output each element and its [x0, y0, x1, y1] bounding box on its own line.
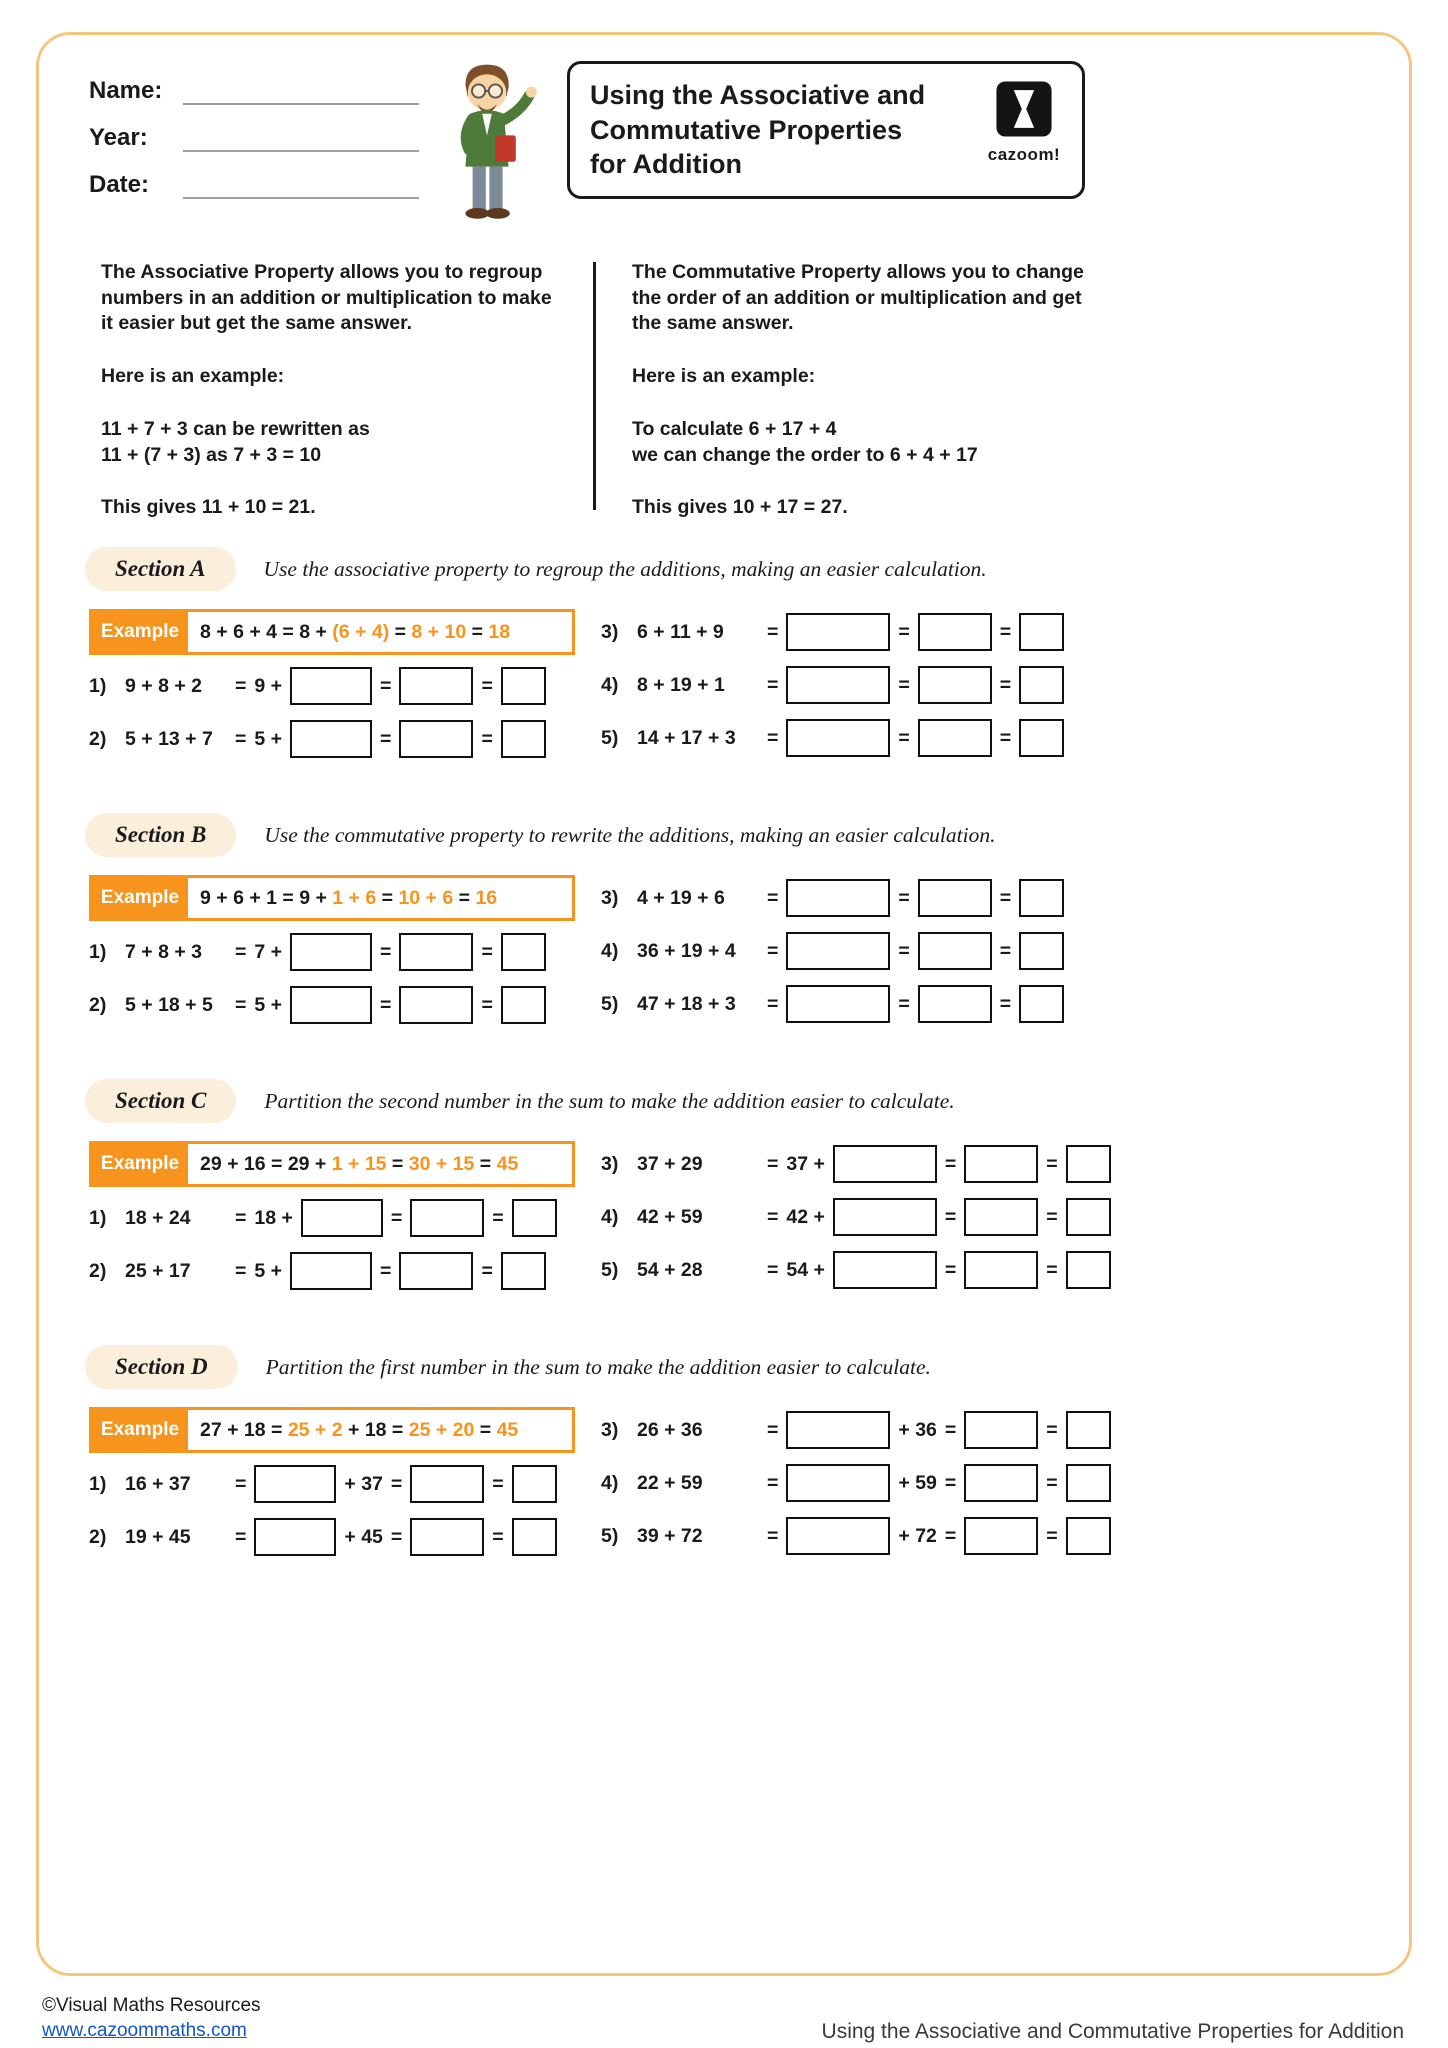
answer-box-3[interactable]	[1066, 1145, 1111, 1183]
answer-box-2[interactable]	[410, 1465, 484, 1503]
answer-box-1[interactable]	[786, 985, 890, 1023]
problem-expression: 7 + 8 + 3	[125, 940, 202, 963]
answer-box-3[interactable]	[512, 1199, 557, 1237]
example-expression: 29 + 16 = 29 + 1 + 15 = 30 + 15 = 45	[200, 1152, 519, 1175]
problem-prefix: 9 +	[254, 674, 283, 697]
problem-prefix: 5 +	[254, 993, 283, 1016]
answer-box-1[interactable]	[290, 986, 372, 1024]
equals-sign: =	[767, 1258, 779, 1281]
name-input-line[interactable]	[183, 77, 419, 105]
answer-box-2[interactable]	[964, 1198, 1038, 1236]
problem-expression: 9 + 8 + 2	[125, 674, 202, 697]
equals-sign: =	[380, 674, 392, 697]
answer-box-1[interactable]	[833, 1251, 937, 1289]
answer-box-2[interactable]	[964, 1411, 1038, 1449]
problem-expression: 39 + 72	[637, 1524, 703, 1547]
equals-sign: =	[235, 1472, 247, 1495]
problem-c5	[601, 1251, 1131, 1289]
problem-c4	[601, 1198, 1131, 1236]
answer-box-3[interactable]	[1019, 879, 1064, 917]
problem-a1	[89, 667, 575, 705]
problem-number: 2)	[89, 1525, 107, 1548]
problem-expression: 4 + 19 + 6	[637, 886, 725, 909]
answer-box-1[interactable]	[786, 932, 890, 970]
problem-b1	[89, 933, 575, 971]
intro-section	[67, 260, 1381, 521]
equals-sign: =	[898, 726, 910, 749]
equals-sign: =	[767, 1205, 779, 1228]
cazoom-logo-text: cazoom!	[987, 145, 1061, 164]
commutative-result: This gives 10 + 17 = 27.	[632, 496, 848, 519]
problem-prefix: 18 +	[254, 1206, 293, 1229]
equals-sign: =	[492, 1472, 504, 1495]
equals-sign: =	[944, 1418, 957, 1441]
problem-expression: 19 + 45	[125, 1525, 191, 1548]
answer-box-1[interactable]	[786, 1411, 890, 1449]
problem-c3	[601, 1145, 1131, 1183]
problem-a2	[89, 720, 575, 758]
section-c-body	[85, 1141, 1381, 1305]
equals-sign: =	[944, 1258, 957, 1281]
equals-sign: =	[944, 1205, 957, 1228]
section-a-body	[85, 609, 1381, 773]
problem-expression: 47 + 18 + 3	[637, 992, 736, 1015]
equals-sign: =	[944, 1471, 957, 1494]
equals-sign: =	[898, 992, 910, 1015]
equals-sign: =	[999, 886, 1012, 909]
problem-a5	[601, 719, 1131, 757]
problem-number: 3)	[601, 620, 619, 643]
website-link[interactable]: www.cazoommaths.com	[42, 2020, 247, 2042]
example-label: Example	[92, 1410, 188, 1450]
equals-sign: =	[898, 886, 910, 909]
problem-number: 4)	[601, 673, 619, 696]
problem-number: 5)	[601, 992, 619, 1015]
problem-expression: 5 + 18 + 5	[125, 993, 213, 1016]
problem-expression: 5 + 13 + 7	[125, 727, 213, 750]
problem-expression: 6 + 11 + 9	[637, 620, 724, 643]
problem-expression: 14 + 17 + 3	[637, 726, 736, 749]
associative-example-line2: 11 + (7 + 3) as 7 + 3 = 10	[101, 443, 322, 466]
name-field-row	[89, 77, 419, 105]
answer-box-2[interactable]	[918, 719, 992, 757]
student-fields	[67, 61, 419, 218]
worksheet-page	[36, 32, 1412, 1976]
commutative-example-intro: Here is an example:	[632, 365, 816, 388]
equals-sign: =	[481, 993, 493, 1016]
equals-sign: =	[898, 939, 910, 962]
answer-box-1[interactable]	[786, 613, 890, 651]
answer-box-3[interactable]	[512, 1518, 557, 1556]
problem-number: 4)	[601, 1471, 619, 1494]
answer-box-2[interactable]	[964, 1251, 1038, 1289]
equals-sign: =	[767, 620, 779, 643]
problem-expression: 37 + 29	[637, 1152, 703, 1175]
problem-suffix: + 72	[898, 1524, 937, 1547]
example-box-d	[89, 1407, 575, 1453]
commutative-explanation	[632, 260, 1084, 521]
answer-box-2[interactable]	[399, 933, 473, 971]
section-a-title: Section A	[85, 547, 236, 591]
example-expression: 8 + 6 + 4 = 8 + (6 + 4) = 8 + 10 = 18	[200, 620, 511, 643]
problem-prefix: 7 +	[254, 940, 283, 963]
answer-box-3[interactable]	[1019, 719, 1064, 757]
associative-explanation	[101, 260, 553, 521]
equals-sign: =	[235, 1525, 247, 1548]
answer-box-1[interactable]	[786, 879, 890, 917]
section-c	[67, 1079, 1381, 1305]
problem-number: 2)	[89, 993, 107, 1016]
associative-example	[101, 417, 553, 468]
answer-box-2[interactable]	[918, 666, 992, 704]
cazoom-logo-icon	[995, 80, 1053, 138]
answer-box-1[interactable]	[290, 933, 372, 971]
problem-suffix: + 45	[344, 1525, 383, 1548]
equals-sign: =	[999, 726, 1012, 749]
problem-expression: 16 + 37	[125, 1472, 191, 1495]
answer-box-3[interactable]	[1066, 1464, 1111, 1502]
answer-box-1[interactable]	[254, 1465, 336, 1503]
associative-description: The Associative Property allows you to regroup numbers in an addition or multiplication to make it easier but get the same answer.	[101, 261, 552, 335]
answer-box-3[interactable]	[1019, 666, 1064, 704]
problem-number: 5)	[601, 1524, 619, 1547]
section-b-title: Section B	[85, 813, 236, 857]
problem-number: 4)	[601, 1205, 619, 1228]
answer-box-1[interactable]	[786, 666, 890, 704]
section-d-title: Section D	[85, 1345, 238, 1389]
copyright-text: ©Visual Maths Resources	[42, 1994, 261, 2016]
problem-d2	[89, 1518, 575, 1556]
answer-box-1[interactable]	[290, 1252, 372, 1290]
year-field-row	[89, 124, 419, 152]
title-box	[567, 61, 1085, 199]
equals-sign: =	[235, 993, 247, 1016]
header	[67, 61, 1381, 234]
equals-sign: =	[235, 940, 247, 963]
problem-c2	[89, 1252, 575, 1290]
problem-number: 1)	[89, 940, 107, 963]
cazoom-logo	[982, 78, 1066, 186]
problem-d5	[601, 1517, 1131, 1555]
answer-box-3[interactable]	[1019, 932, 1064, 970]
commutative-description: The Commutative Property allows you to change the order of an addition or multiplication and get the same answer.	[632, 261, 1084, 335]
example-expression: 9 + 6 + 1 = 9 + 1 + 6 = 10 + 6 = 16	[200, 886, 498, 909]
equals-sign: =	[481, 940, 493, 963]
section-d	[67, 1345, 1381, 1571]
problem-expression: 25 + 17	[125, 1259, 191, 1282]
equals-sign: =	[390, 1525, 403, 1548]
section-c-title: Section C	[85, 1079, 236, 1123]
answer-box-3[interactable]	[512, 1465, 557, 1503]
answer-box-1[interactable]	[786, 719, 890, 757]
example-label: Example	[92, 612, 188, 652]
equals-sign: =	[898, 620, 910, 643]
answer-box-2[interactable]	[399, 720, 473, 758]
section-b-head	[85, 813, 1381, 857]
intro-divider	[593, 262, 596, 510]
problem-d4	[601, 1464, 1131, 1502]
year-label: Year:	[89, 124, 148, 151]
equals-sign: =	[380, 940, 392, 963]
problem-number: 3)	[601, 1152, 619, 1175]
equals-sign: =	[944, 1524, 957, 1547]
problem-expression: 8 + 19 + 1	[637, 673, 725, 696]
problem-number: 3)	[601, 886, 619, 909]
answer-box-3[interactable]	[1066, 1251, 1111, 1289]
problem-expression: 18 + 24	[125, 1206, 191, 1229]
associative-example-intro: Here is an example:	[101, 365, 285, 388]
equals-sign: =	[235, 1259, 247, 1282]
equals-sign: =	[492, 1206, 504, 1229]
title-line-2: Commutative Properties	[590, 114, 903, 145]
answer-box-3[interactable]	[501, 986, 546, 1024]
answer-box-3[interactable]	[501, 933, 546, 971]
problem-number: 3)	[601, 1418, 619, 1441]
answer-box-2[interactable]	[964, 1517, 1038, 1555]
date-input-line[interactable]	[183, 171, 419, 199]
equals-sign: =	[1046, 1152, 1058, 1175]
section-c-instruction: Partition the second number in the sum to make the addition easier to calculate.	[264, 1088, 955, 1113]
equals-sign: =	[380, 993, 392, 1016]
answer-box-3[interactable]	[1066, 1517, 1111, 1555]
equals-sign: =	[481, 727, 493, 750]
equals-sign: =	[380, 1259, 392, 1282]
answer-box-1[interactable]	[833, 1198, 937, 1236]
problem-suffix: + 59	[898, 1471, 937, 1494]
problem-prefix: 37 +	[786, 1152, 825, 1175]
section-b-body	[85, 875, 1381, 1039]
answer-box-2[interactable]	[964, 1464, 1038, 1502]
problem-number: 2)	[89, 727, 107, 750]
section-a-instruction: Use the associative property to regroup the additions, making an easier calculation.	[263, 556, 987, 581]
footer-credits	[42, 1993, 261, 2044]
footer-document-title: Using the Associative and Commutative Properties for Addition	[821, 2020, 1404, 2043]
answer-box-2[interactable]	[964, 1145, 1038, 1183]
equals-sign: =	[390, 1206, 403, 1229]
answer-box-3[interactable]	[1066, 1411, 1111, 1449]
date-field-row	[89, 171, 419, 199]
example-box-b	[89, 875, 575, 921]
equals-sign: =	[481, 674, 493, 697]
problem-number: 5)	[601, 1258, 619, 1281]
problem-expression: 54 + 28	[637, 1258, 703, 1281]
problem-expression: 26 + 36	[637, 1418, 703, 1441]
answer-box-2[interactable]	[410, 1199, 484, 1237]
section-b	[67, 813, 1381, 1039]
equals-sign: =	[767, 1418, 779, 1441]
title-line-1: Using the Associative and	[590, 80, 926, 110]
answer-box-2[interactable]	[918, 985, 992, 1023]
problem-b5	[601, 985, 1131, 1023]
answer-box-2[interactable]	[399, 667, 473, 705]
equals-sign: =	[999, 673, 1012, 696]
equals-sign: =	[1046, 1418, 1058, 1441]
section-d-body	[85, 1407, 1381, 1571]
answer-box-3[interactable]	[1019, 985, 1064, 1023]
example-label: Example	[92, 878, 188, 918]
section-a-head	[85, 547, 1381, 591]
answer-box-2[interactable]	[918, 932, 992, 970]
answer-box-3[interactable]	[501, 720, 546, 758]
answer-box-1[interactable]	[290, 667, 372, 705]
problem-b3	[601, 879, 1131, 917]
answer-box-1[interactable]	[786, 1464, 890, 1502]
equals-sign: =	[944, 1152, 957, 1175]
problem-prefix: 5 +	[254, 727, 283, 750]
answer-box-2[interactable]	[918, 613, 992, 651]
commutative-example-line2: we can change the order to 6 + 4 + 17	[632, 443, 978, 466]
equals-sign: =	[999, 939, 1012, 962]
commutative-example-line1: To calculate 6 + 17 + 4	[632, 417, 837, 440]
equals-sign: =	[235, 727, 247, 750]
equals-sign: =	[898, 673, 910, 696]
problem-number: 1)	[89, 1206, 107, 1229]
problem-d3	[601, 1411, 1131, 1449]
problem-d1	[89, 1465, 575, 1503]
answer-box-2[interactable]	[399, 1252, 473, 1290]
answer-box-3[interactable]	[1019, 613, 1064, 651]
problem-suffix: + 36	[898, 1418, 937, 1441]
example-box-c	[89, 1141, 575, 1187]
problem-number: 1)	[89, 674, 107, 697]
equals-sign: =	[1046, 1258, 1058, 1281]
problem-number: 2)	[89, 1259, 107, 1282]
answer-box-2[interactable]	[399, 986, 473, 1024]
problem-prefix: 5 +	[254, 1259, 283, 1282]
equals-sign: =	[492, 1525, 504, 1548]
equals-sign: =	[235, 674, 247, 697]
equals-sign: =	[767, 726, 779, 749]
problem-number: 1)	[89, 1472, 107, 1495]
title-line-3: for Addition	[590, 149, 742, 180]
problem-number: 4)	[601, 939, 619, 962]
equals-sign: =	[767, 939, 779, 962]
problem-expression: 36 + 19 + 4	[637, 939, 736, 962]
problem-b2	[89, 986, 575, 1024]
answer-box-1[interactable]	[254, 1518, 336, 1556]
footer	[42, 1993, 1404, 2044]
problem-a3	[601, 613, 1131, 651]
section-c-head	[85, 1079, 1381, 1123]
example-label: Example	[92, 1144, 188, 1184]
equals-sign: =	[235, 1206, 247, 1229]
equals-sign: =	[767, 1471, 779, 1494]
equals-sign: =	[1046, 1471, 1058, 1494]
equals-sign: =	[999, 620, 1012, 643]
section-d-head	[85, 1345, 1381, 1389]
equals-sign: =	[1046, 1524, 1058, 1547]
problem-prefix: 54 +	[786, 1258, 825, 1281]
example-box-a	[89, 609, 575, 655]
date-label: Date:	[89, 171, 150, 198]
problem-prefix: 42 +	[786, 1205, 825, 1228]
answer-box-3[interactable]	[501, 1252, 546, 1290]
equals-sign: =	[767, 1152, 779, 1175]
equals-sign: =	[380, 727, 392, 750]
problem-c1	[89, 1199, 575, 1237]
section-a	[67, 547, 1381, 773]
worksheet-title	[590, 78, 925, 186]
teacher-illustration	[423, 61, 551, 234]
problem-expression: 22 + 59	[637, 1471, 703, 1494]
equals-sign: =	[767, 992, 779, 1015]
commutative-example	[632, 417, 1084, 468]
equals-sign: =	[767, 673, 779, 696]
answer-box-2[interactable]	[410, 1518, 484, 1556]
associative-result: This gives 11 + 10 = 21.	[101, 496, 316, 519]
equals-sign: =	[390, 1472, 403, 1495]
answer-box-3[interactable]	[1066, 1198, 1111, 1236]
equals-sign: =	[767, 1524, 779, 1547]
problem-b4	[601, 932, 1131, 970]
answer-box-1[interactable]	[833, 1145, 937, 1183]
example-expression: 27 + 18 = 25 + 2 + 18 = 25 + 20 = 45	[200, 1418, 519, 1441]
problem-a4	[601, 666, 1131, 704]
equals-sign: =	[999, 992, 1012, 1015]
section-b-instruction: Use the commutative property to rewrite the additions, making an easier calculation.	[264, 822, 996, 847]
associative-example-line1: 11 + 7 + 3 can be rewritten as	[101, 417, 370, 440]
equals-sign: =	[767, 886, 779, 909]
answer-box-1[interactable]	[786, 1517, 890, 1555]
equals-sign: =	[1046, 1205, 1058, 1228]
teacher-cartoon-icon	[423, 61, 551, 229]
year-input-line[interactable]	[183, 124, 419, 152]
equals-sign: =	[481, 1259, 493, 1282]
section-d-instruction: Partition the first number in the sum to make the addition easier to calculate.	[265, 1354, 931, 1379]
problem-number: 5)	[601, 726, 619, 749]
problem-expression: 42 + 59	[637, 1205, 703, 1228]
answer-box-1[interactable]	[301, 1199, 383, 1237]
answer-box-1[interactable]	[290, 720, 372, 758]
answer-box-3[interactable]	[501, 667, 546, 705]
answer-box-2[interactable]	[918, 879, 992, 917]
problem-suffix: + 37	[344, 1472, 383, 1495]
name-label: Name:	[89, 77, 163, 104]
